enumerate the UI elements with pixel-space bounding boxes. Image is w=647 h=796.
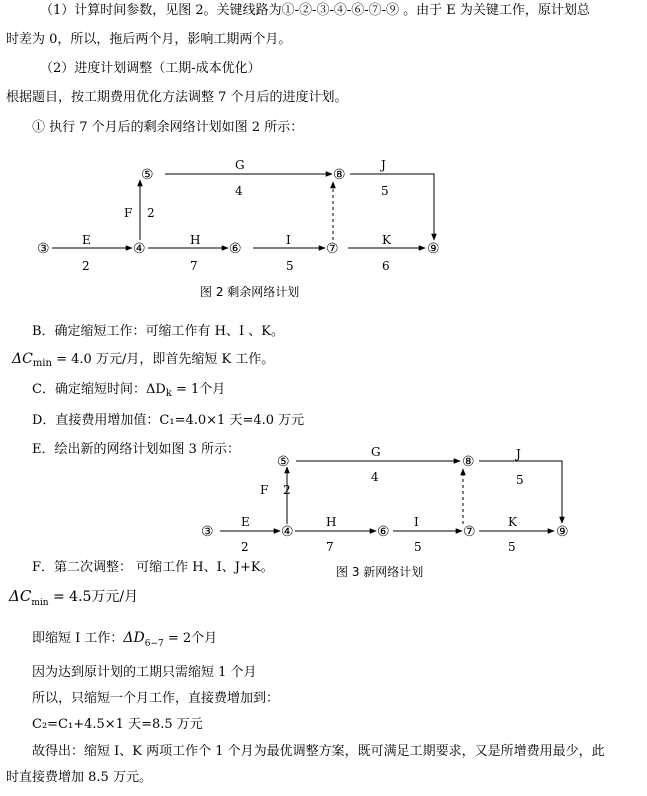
dur-k: 6	[382, 259, 390, 273]
conclusion-1: 故得出：缩短 I、K 两项工作个 1 个月为最优调整方案，既可满足工期要求，又是所增费用最少，此	[32, 744, 605, 759]
dur-i: 5	[286, 259, 294, 273]
dur-j: 5	[381, 184, 389, 198]
step-g1-symbol: ΔD	[123, 630, 145, 646]
step-g1-text: 即缩短 I 工作：	[32, 631, 124, 646]
step-f: F．第二次调整： 可缩工作 H、I、J+K。	[32, 560, 274, 575]
step-g2: 因为达到原计划的工期只需缩短 1 个月	[32, 665, 257, 680]
fig2-caption: 图 2 剩余网络计划	[200, 285, 300, 299]
delta-cmin-1-symbol: ΔC	[12, 351, 33, 367]
node-7: ⑦	[326, 241, 339, 257]
node-3-new: ③	[201, 524, 214, 540]
step-g1-rest: = 2个月	[167, 631, 218, 646]
step-d: D．直接费用增加值：C₁=4.0×1 天=4.0 万元	[32, 413, 305, 428]
conclusion-2: 时直接费增加 8.5 万元。	[6, 770, 152, 785]
node-9: ⑨	[427, 241, 440, 257]
delta-cmin-2	[9, 588, 138, 607]
node-6: ⑥	[229, 241, 242, 257]
step-g3: 所以，只缩短一个月工作，直接费增加到：	[32, 691, 280, 706]
delta-cmin-1-value: = 4.0	[56, 352, 92, 367]
label-j: J	[381, 158, 386, 172]
label-g-new: G	[371, 445, 381, 459]
fig3-caption: 图 3 新网络计划	[336, 565, 424, 579]
para-critical-path-2: 时差为 0，所以，拖后两个月，影响工期两个月。	[6, 32, 292, 47]
node-5-new: ⑤	[277, 454, 290, 470]
step-b: B．确定缩短工作：可缩工作有 H、I 、K。	[32, 324, 285, 339]
dur-f-new: 2	[283, 483, 291, 497]
step-c-rest: = 1个月	[175, 382, 226, 397]
node-4-new: ④	[281, 524, 294, 540]
delta-cmin-2-sub: min	[31, 598, 49, 608]
label-f: F	[124, 206, 133, 220]
para-remaining-plan: ① 执行 7 个月后的剩余网络计划如图 2 所示：	[32, 120, 304, 135]
node-9-new: ⑨	[556, 524, 569, 540]
label-k-new: K	[508, 515, 517, 529]
label-f-new: F	[260, 483, 269, 497]
step-g1	[32, 630, 217, 648]
dur-e-new: 2	[241, 540, 249, 554]
node-8: ⑧	[333, 167, 346, 183]
para-schedule-adjust: （2）进度计划调整（工期-成本优化）	[40, 61, 261, 76]
node-5: ⑤	[141, 167, 154, 183]
dur-g: 4	[235, 184, 243, 198]
node-3: ③	[37, 241, 50, 257]
dur-k-new: 5	[508, 540, 516, 554]
step-e: E．绘出新的网络计划如图 3 所示：	[32, 442, 241, 457]
delta-cmin-2-symbol: ΔC	[9, 587, 32, 605]
dur-j-new: 5	[516, 473, 524, 487]
node-7-new: ⑦	[463, 524, 476, 540]
label-i: I	[286, 233, 291, 247]
label-h-new: H	[326, 515, 337, 529]
delta-cmin-1-rest: 万元/月，即首先缩短 K 工作。	[95, 352, 275, 367]
node-4: ④	[133, 241, 146, 257]
label-e-new: E	[241, 515, 250, 529]
step-c-sub: k	[165, 388, 172, 399]
dur-i-new: 5	[414, 540, 422, 554]
node-8-new: ⑧	[462, 454, 475, 470]
step-g1-sub: 6−7	[144, 639, 164, 649]
delta-cmin-1-sub: min	[32, 358, 52, 369]
step-c-text: C．确定缩短时间：ΔD	[32, 382, 166, 397]
label-g: G	[235, 158, 245, 172]
dur-h-new: 7	[326, 540, 334, 554]
node-6-new: ⑥	[377, 524, 390, 540]
dur-g-new: 4	[371, 470, 379, 484]
label-j-new: J	[516, 447, 521, 461]
dur-e: 2	[82, 259, 90, 273]
arrow-j-new	[479, 461, 562, 523]
step-g4: C₂=C₁+4.5×1 天=8.5 万元	[32, 717, 203, 732]
label-k: K	[382, 233, 391, 247]
delta-cmin-2-rest: = 4.5万元/月	[52, 589, 139, 605]
dur-h: 7	[190, 259, 198, 273]
label-e: E	[82, 233, 91, 247]
label-h: H	[190, 233, 201, 247]
para-critical-path-1: （1）计算时间参数，见图 2。关键线路为①-②-③-④-⑥-⑦-⑨ 。由于 E 为关键工作，原计划总	[40, 3, 590, 18]
dur-f: 2	[147, 206, 155, 220]
label-i-new: I	[414, 515, 419, 529]
para-method: 根据题目，按工期费用优化方法调整 7 个月后的进度计划。	[6, 90, 348, 105]
